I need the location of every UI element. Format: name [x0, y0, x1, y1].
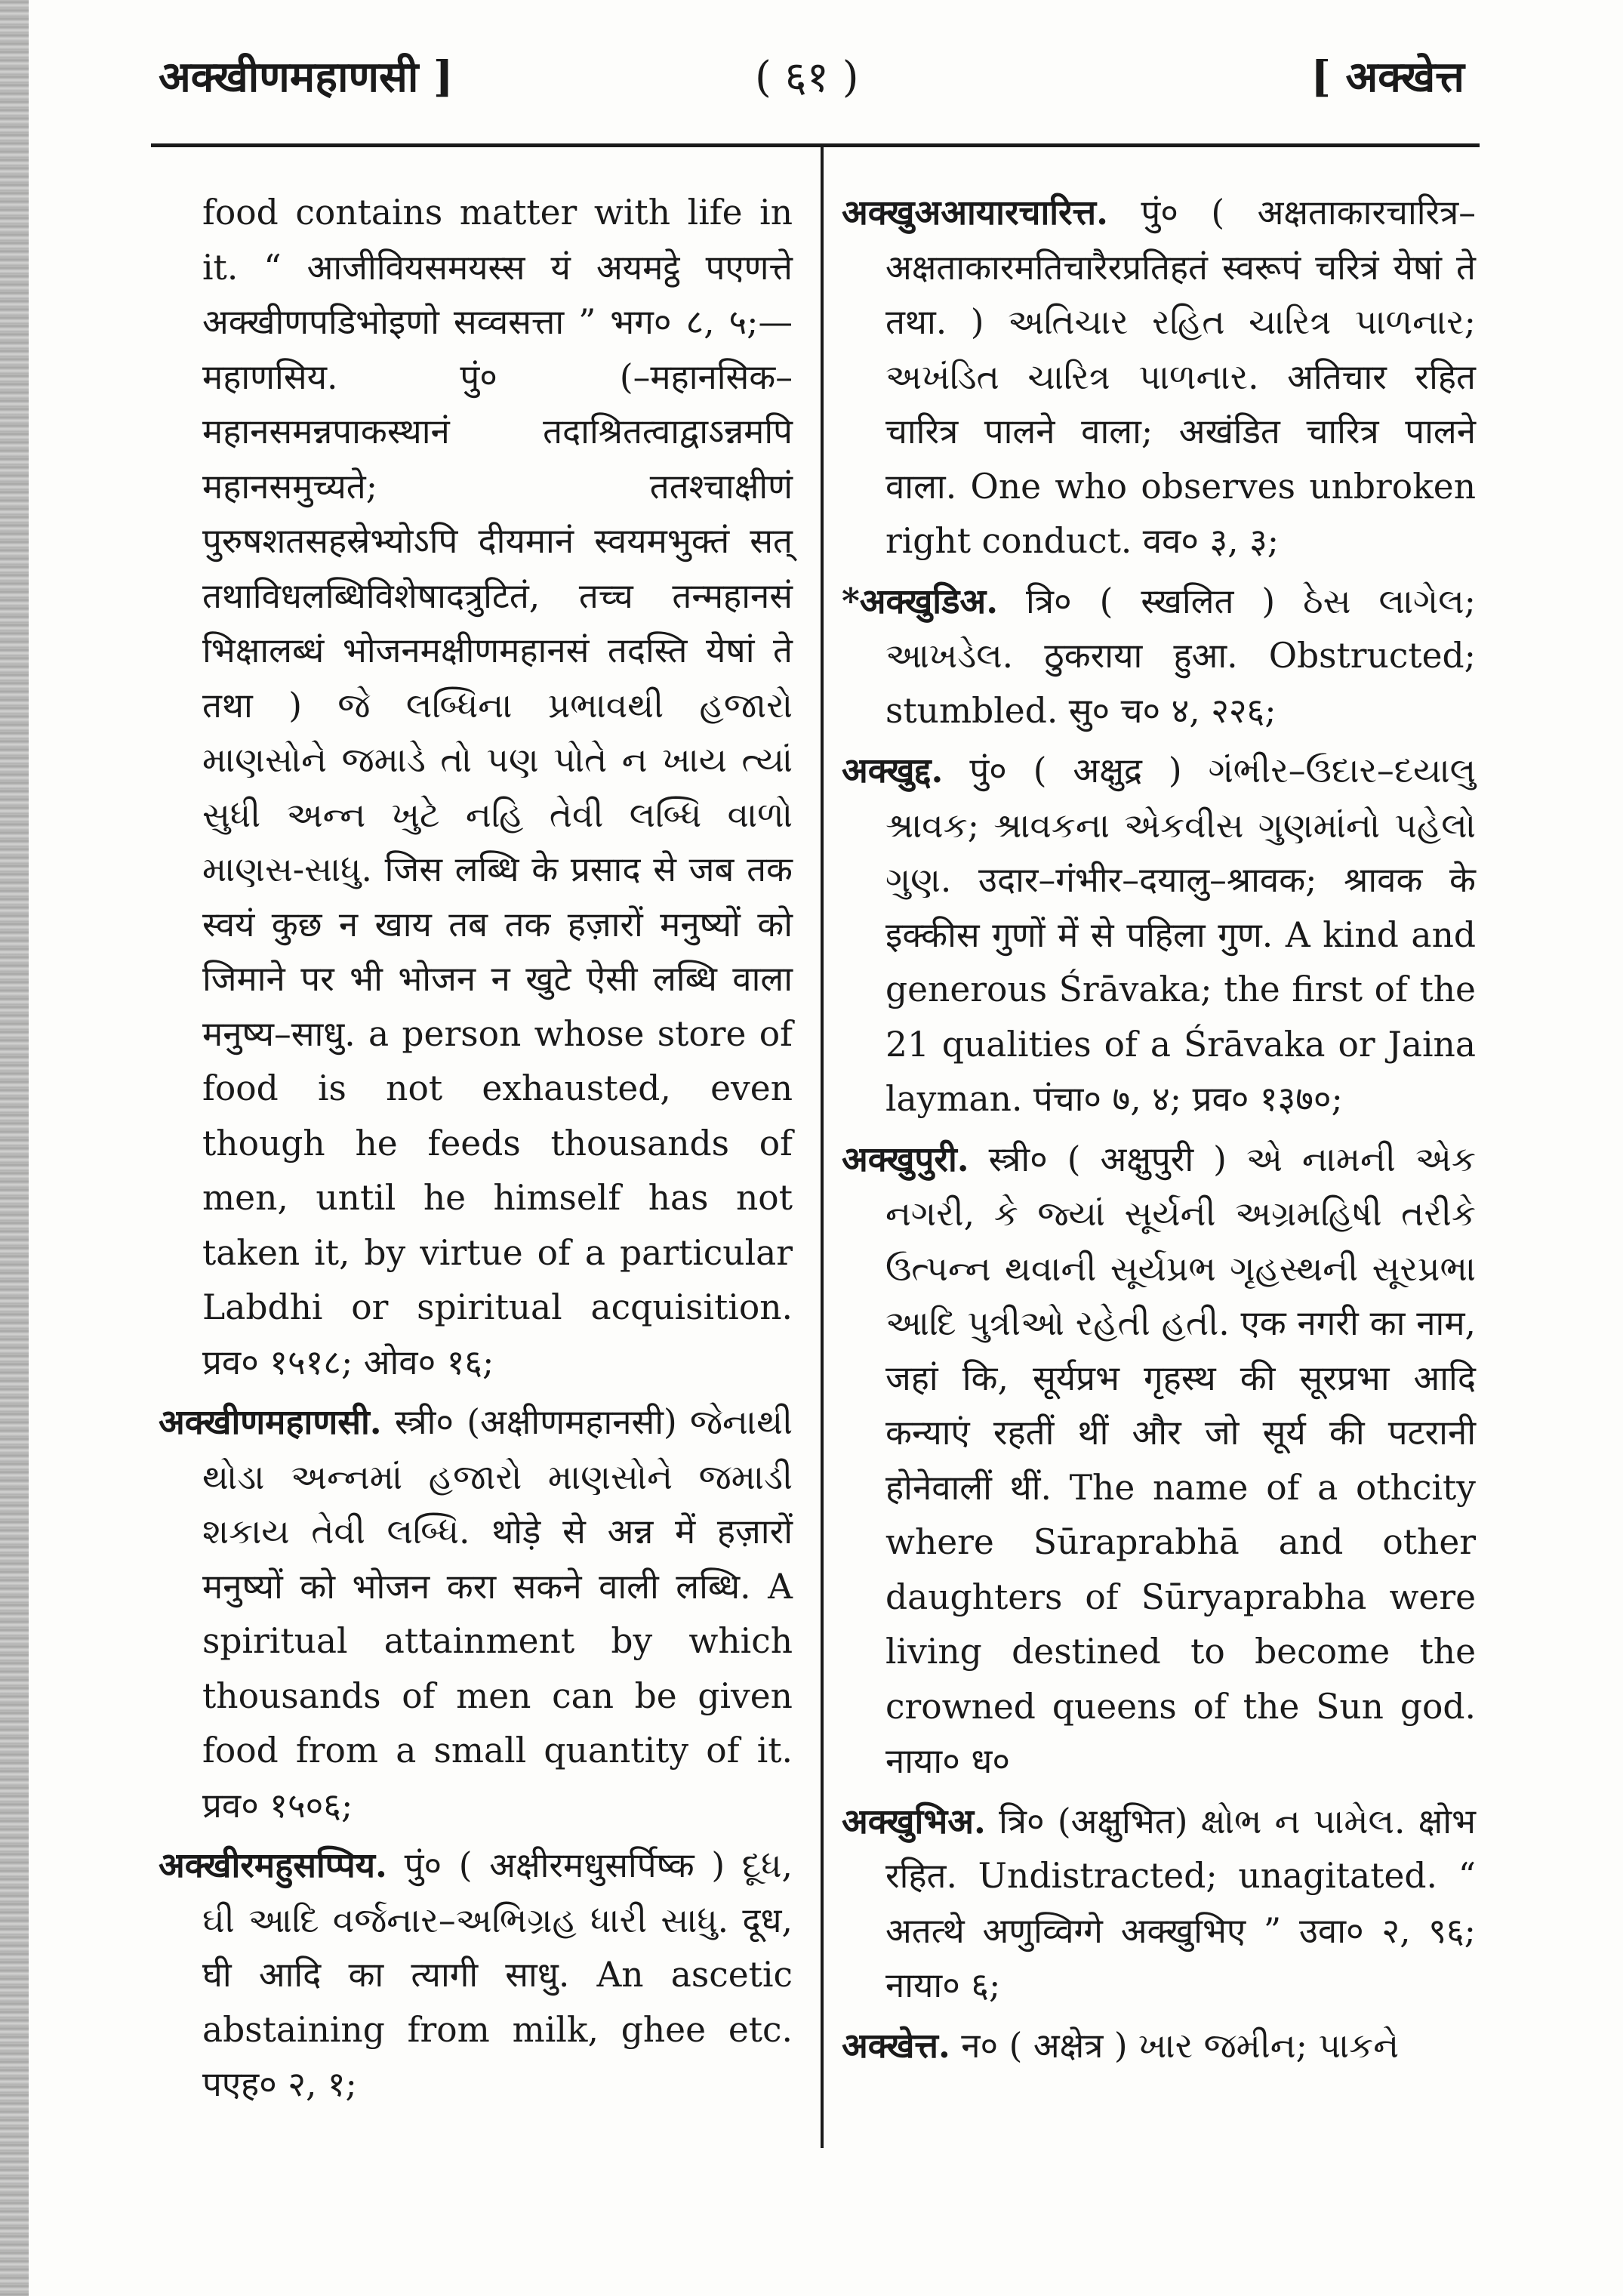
dictionary-entry — [842, 1132, 1476, 1789]
dictionary-entry — [159, 1838, 793, 2113]
dictionary-entry — [842, 1794, 1476, 2014]
entry-headword: अक्खुअआयारचारित्त. — [842, 192, 1108, 233]
dictionary-entry — [842, 574, 1476, 739]
entry-text: पुं० ( अक्षुद्र ) ગંભીર–ઉદાર–દયાલુ શ્રાવક; શ્રાવકના એકવીસ ગુણમાંનો પહેલો ગુણ. उदार–गंभीर–दयालु–श्रावक; श्रावक के इक्कीस गुणों में से पहिला गुण. A kind and generous Śrāvaka; the first of the 21 qualities of a Śrāvaka or Jaina layman. पंचा० ७, ४; प्रव० १३७०; — [885, 750, 1476, 1119]
entry-headword: अक्खीरमहुसप्पिय. — [159, 1845, 387, 1885]
entry-text: त्रि० ( स्खलित ) ઠેસ લાગેલ; આખડેલ. ठुकराया हुआ. Obstructed; stumbled. सु० च० ४, २२६; — [885, 581, 1476, 731]
entry-text: न० ( अक्षेत्र ) ખાર જમીન; પાકને — [961, 2025, 1400, 2066]
entry-text: पुं० ( अक्षताकारचारित्र–अक्षताकारमतिचारैरप्रतिहतं स्वरूपं चरित्रं येषां ते तथा. ) અતિચાર રહિત ચારિત્ર પાળનાર; અખંડિત ચારિત્ર પાળનાર. अतिचार रहित चारित्र पालने वाला; अखंडित चारित्र पालने वाला. One who observes unbroken right conduct. वव० ३, ३; — [885, 193, 1476, 561]
right-column — [842, 185, 1476, 2078]
entry-text: त्रि० (अक्षुभित) ક્ષોભ ન પામેલ. क्षोभ रहित. Undistracted; unagitated. “ अतत्थे अणुव्विग्गे अक्खुभिए ” उवा० २, ९६; नाया० ६; — [885, 1801, 1476, 2005]
page-number: ( ६१ ) — [755, 53, 859, 102]
entry-headword: अक्खुपुरी. — [842, 1138, 969, 1179]
column-divider — [821, 147, 824, 2148]
header-rule — [151, 143, 1480, 147]
left-column — [159, 185, 793, 2117]
entry-text: स्त्री० (अक्षीणमहानसी) જેનાથી થોડા અન્નમાં હજારો માણસોને જમાડી શકાય તેવી લબ્ધિ. थोड़े से अन्न में हज़ारों मनुष्यों को भोजन करा सकने वाली लब्धि. A spiritual attainment by which thousands of men can be given food from a small quantity of it. प्रव० १५०६; — [202, 1402, 793, 1826]
entry-headword: अक्खेत्त. — [842, 2024, 950, 2066]
scan-edge — [0, 0, 29, 2296]
dictionary-entry — [842, 2018, 1476, 2074]
header-left-guide-word: अक्खीणमहाणसी ] — [159, 52, 454, 102]
dictionary-entry — [842, 743, 1476, 1127]
entry-headword: अक्खीणमहाणसी. — [159, 1401, 382, 1442]
entry-headword: अक्खुभिअ. — [842, 1800, 986, 1841]
entry-headword: अक्खुद्द. — [842, 750, 944, 791]
entry-text: food contains matter with life in it. “ आजीवियसमयस्स यं अयमट्ठे पएणत्ते अक्खीणपडिभोइणो सव्वसत्ता ” भग० ८, ५;—महाणसिय. पुं० (–महानसिक–महानसमन्नपाकस्थानं तदाश्रितत्वाद्वाऽन्नमपि महानसमुच्यते; ततश्चाक्षीणं पुरुषशतसहस्रेभ्योऽपि दीयमानं स्वयमभुक्तं सत् तथाविधलब्धिविशेषादत्रुटितं, तच्च तन्महानसं भिक्षालब्धं भोजनमक्षीणमहानसं तदस्ति येषां ते तथा ) જે લબ્ધિના પ્રભાવથી હજારો માણસોને જમાડે તો પણ પોતે ન ખાય ત્યાં સુધી અન્ન ખુટે નહિ તેવી લબ્ધિ વાળો માણસ-સાધુ. जिस लब्धि के प्रसाद से जब तक स्वयं कुछ न खाय तब तक हज़ारों मनुष्यों को जिमाने पर भी भोजन न खुटे ऐसी लब्धि वाला मनुष्य–साधु. a person whose store of food is not exhausted, even though he feeds thousands of men, until he himself has not taken it, by virtue of a particular Labdhi or spiritual acquisition. प्रव० १५१८; ओव० १६; — [202, 193, 793, 1382]
entry-text: पुं० ( अक्षीरमधुसर्पिष्क ) દૂધ, ઘી આદિ વર્જનાર–અભિગ્રહ ધારી સાધુ. दूध, घी आदि का त्यागी साधु. An ascetic abstaining from milk, ghee etc. पएह० २, १; — [202, 1845, 793, 2104]
entry-text: स्त्री० ( अक्षुपुरी ) એ નામની એક નગરી, કે જ્યાં સૂર્યની અગ્રમહિષી તરીકે ઉત્પન્ન થવાની સૂર્યપ્રભ ગૃહસ્થની સૂરપ્રભા આદિ પુત્રીઓ રહેતી હતી. एक नगरी का नाम, जहां कि, सूर्यप्रभ गृहस्थ की सूरप्रभा आदि कन्याएं रहतीं थीं और जो सूर्य की पटरानी होनेवालीं थीं. The name of a othcity where Sūraprabhā and other daughters of Sūryaprabha were living destined to become the crowned queens of the Sun god. नाया० ध० — [885, 1139, 1477, 1781]
dictionary-entry — [842, 185, 1476, 569]
page-header — [151, 47, 1480, 122]
dictionary-entry — [159, 185, 793, 1390]
dictionary-entry — [159, 1395, 793, 1833]
header-right-guide-word: [ अक्खेत्त — [1310, 52, 1464, 102]
entry-headword: *अक्खुडिअ. — [842, 580, 999, 621]
